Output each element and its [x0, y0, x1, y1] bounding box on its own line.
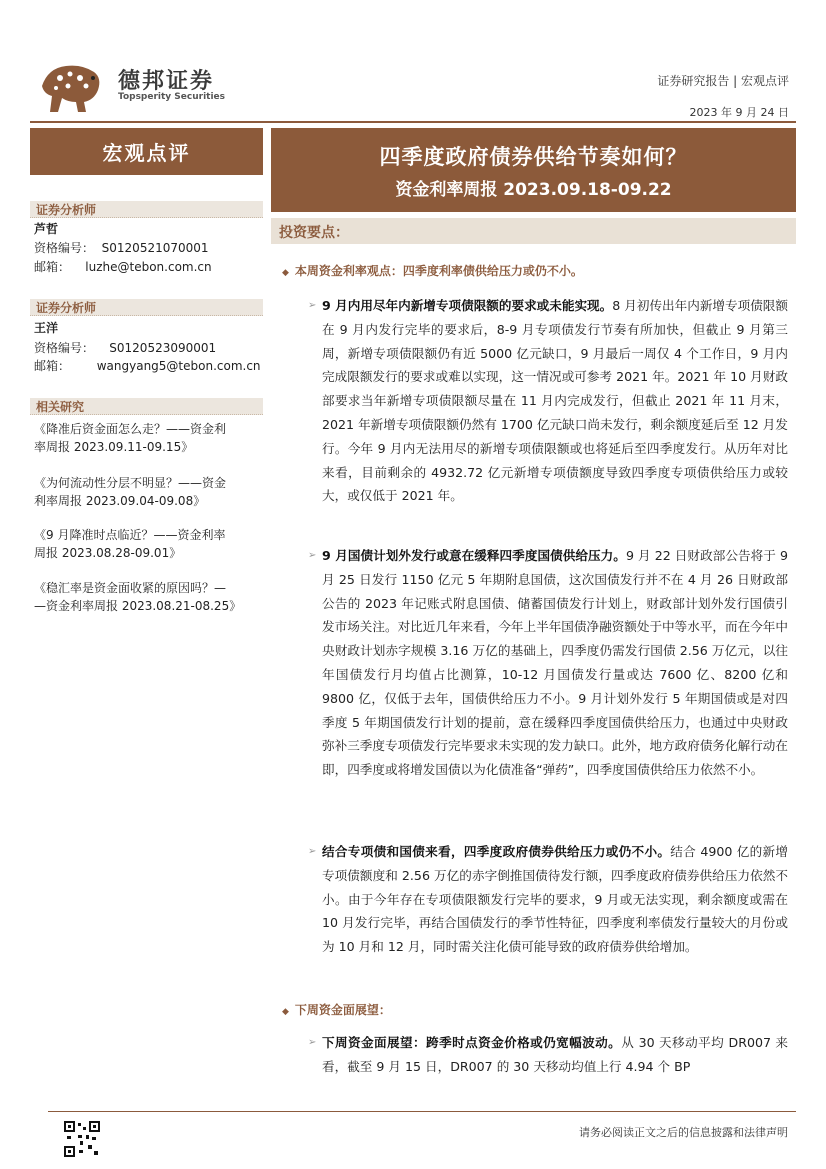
brand-name-en: Topsperity Securities — [118, 92, 225, 102]
related-report-link[interactable]: 《稳汇率是资金面收紧的原因吗？— —资金利率周报 2023.08.21-08.25》 — [34, 581, 242, 613]
brand-name-cn: 德邦证券 — [118, 69, 215, 94]
analyst-cert: 资格编号： S0120521070001 — [34, 241, 209, 255]
paragraph-treasury-bond: ➢ 9 月国债计划外发行或意在缓释四季度国债供给压力。9 月 22 日财政部公告将于 9 月 25 日发行 1150 亿元 5 年期附息国债，这次国债发行并不在 4 月 26 日财政部公告的 2023 年记账式附息国债、储蓄国债发行计划上，财政部计划外发行国债引发市场关注。对比近几年来看，今年上半年国债净融资额处于中等水平，而在今年中央财政计划赤字规模 3.16 万亿的基础上，四季度仍需发行国债 2.56 万亿元，以往年国债发行月均值占比测算，10-12 月国债发行量或达 7600 亿、8200 亿和 9800 亿，仅低于去年，国债供给压力不小。9 月计划外发行 5 年期国债或是对四季度 5 年期国债发行计划的提前，意在缓释四季度国债供给压力，也通过中央财政弥补三季度专项债发行完毕要求未实现的发力缺口。此外，地方政府债务化解行动在即，四季度或将增发国债以为化债准备“弹药”，四季度国债供给压力依然不小。 — [322, 544, 788, 782]
report-title: 四季度政府债券供给节奏如何？ — [379, 144, 688, 169]
header-divider — [30, 121, 796, 123]
related-report-link[interactable]: 《9 月降准时点临近？——资金利率 周报 2023.08.28-09.01》 — [34, 528, 226, 560]
diamond-bullet-icon: ◆ — [282, 268, 289, 278]
arrow-bullet-icon: ➢ — [308, 550, 317, 561]
investment-points-header: 投资要点： — [271, 218, 796, 244]
paragraph-special-bond: ➢ 9 月内用尽年内新增专项债限额的要求或未能实现。8 月初传出年内新增专项债限额在 9 月内发行完毕的要求后，8-9 月专项债发行节奏有所加快，但截止 9 月第三周，新增专项债限额仍有近 5000 亿元缺口，9 月最后一周仅 4 个工作日，9 月内完成限额发行的要求或难以实现，这一情况或可参考 2021 年。2021 年 10 月财政部要求当年新增专项债限额尽量在 11 月内完成发行，但截止 2021 年 11 月末，2021 年新增专项债限额仍然有 1700 亿元缺口尚未发行，剩余额度延后至 12 月发行。今年 9 月内无法用尽的新增专项债限额或也将延后至四季度发行。从历年对比来看，目前剩余的 4932.72 亿元新增专项债额度导致四季度专项债供给压力或较大，或仅低于 2021 年。 — [322, 294, 788, 508]
arrow-bullet-icon: ➢ — [308, 1037, 317, 1048]
qr-code-icon — [64, 1121, 100, 1157]
paragraph-outlook: ➢ 下周资金面展望：跨季时点资金价格或仍宽幅波动。从 30 天移动平均 DR007 来看，截至 9 月 15 日，DR007 的 30 天移动均值上行 4.94 个 BP — [322, 1031, 788, 1079]
related-research-header: 相关研究 — [30, 398, 263, 415]
arrow-bullet-icon: ➢ — [308, 300, 317, 311]
paragraph-combined-supply: ➢ 结合专项债和国债来看，四季度政府债券供给压力或仍不小。结合 4900 亿的新增专项债额度和 2.56 万亿的赤字倒推国债待发行额，四季度政府债券供给压力依然不小。由于今年存在专项债限额发行完毕的要求，9 月或无法实现，剩余额度或需在 10 月发行完毕，再结合国债发行的季节性特征，四季度利率债发行量较大的月份或为 10 月和 12 月，同时需关注化债可能导致的政府债券供给增加。 — [322, 840, 788, 959]
category-banner: 宏观点评 — [30, 128, 263, 175]
analyst-section-header: 证券分析师 — [30, 201, 263, 218]
footer-divider — [48, 1111, 796, 1112]
company-logo-icon — [38, 56, 106, 114]
arrow-bullet-icon: ➢ — [308, 846, 317, 857]
analyst-email[interactable]: 邮箱： wangyang5@tebon.com.cn — [34, 359, 261, 373]
diamond-bullet-icon: ◆ — [282, 1007, 289, 1017]
report-type: 证券研究报告 | 宏观点评 — [657, 74, 789, 88]
outlook-bullet: ◆ 下周资金面展望： — [282, 1003, 391, 1017]
related-report-link[interactable]: 《降准后资金面怎么走？——资金利 率周报 2023.09.11-09.15》 — [34, 422, 227, 454]
related-report-link[interactable]: 《为何流动性分层不明显？——资金 利率周报 2023.09.04-09.08》 — [34, 476, 227, 508]
analyst-name: 王洋 — [34, 321, 59, 335]
report-date: 2023 年 9 月 24 日 — [689, 106, 789, 119]
analyst-cert: 资格编号： S0120523090001 — [34, 341, 217, 355]
legal-disclaimer: 请务必阅读正文之后的信息披露和法律声明 — [579, 1126, 788, 1139]
report-subtitle: 资金利率周报 2023.09.18-09.22 — [395, 179, 672, 200]
analyst-name: 芦哲 — [34, 222, 59, 236]
analyst-section-header: 证券分析师 — [30, 299, 263, 316]
key-view-bullet: ◆ 本周资金利率观点：四季度利率债供给压力或仍不小。 — [282, 264, 583, 278]
title-banner — [271, 128, 796, 212]
analyst-email[interactable]: 邮箱： luzhe@tebon.com.cn — [34, 260, 212, 274]
